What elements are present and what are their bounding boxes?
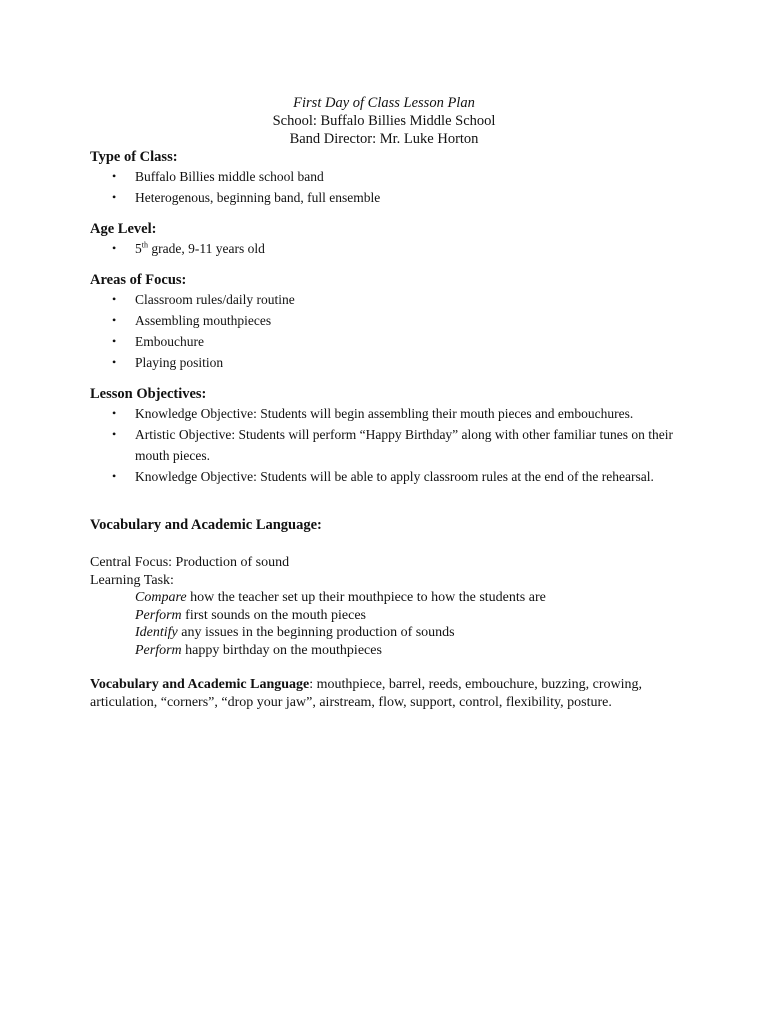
task-line: [90, 607, 680, 625]
task-text: any issues in the beginning production of sounds: [177, 625, 455, 640]
task-text: how the teacher set up their mouthpiece to how the students are: [186, 590, 546, 605]
task-verb: Perform: [135, 642, 182, 658]
lesson-objectives-section: [90, 385, 680, 487]
document-title: First Day of Class Lesson Plan: [293, 95, 475, 111]
list-item: • Knowledge Objective: Students will begin assembling their mouth pieces and embouchures.: [90, 403, 680, 424]
document-body: [90, 148, 680, 726]
age-level-section: [90, 220, 680, 259]
grade-number: 5: [135, 241, 142, 256]
vocab-paragraph-label: Vocabulary and Academic Language: [90, 677, 310, 692]
task-text: first sounds on the mouth pieces: [181, 607, 366, 623]
task-verb: Compare: [135, 590, 187, 605]
vocab-paragraph: [90, 676, 680, 712]
type-of-class-section: [90, 148, 680, 208]
age-level-list: [90, 238, 680, 259]
age-level-heading: Age Level:: [90, 221, 157, 237]
list-item: • Buffalo Billies middle school band: [90, 166, 680, 187]
task-verb: Perform: [135, 607, 182, 623]
task-verb: Identify: [135, 625, 178, 640]
list-item: • Heterogenous, beginning band, full ensemble: [90, 187, 680, 208]
vocab-paragraph-text: : mouthpiece, barrel, reeds, embouchure, buzzing, crowing, articulation, “corners”, “drop your jaw”, airstream, flow, support, control, flexibility, posture.: [90, 677, 643, 710]
list-item: • Classroom rules/daily routine: [90, 289, 680, 310]
document-header: [0, 94, 768, 148]
lesson-objectives-list: [90, 403, 680, 487]
learning-task-label: Learning Task:: [90, 572, 174, 588]
task-line: [90, 624, 680, 642]
director-line: Band Director: Mr. Luke Horton: [289, 131, 479, 147]
vocab-heading: Vocabulary and Academic Language:: [90, 517, 322, 533]
task-line: [90, 589, 680, 607]
task-text: happy birthday on the mouthpieces: [181, 642, 382, 658]
list-item: • Playing position: [90, 352, 680, 373]
central-focus: Central Focus: Production of sound: [90, 555, 290, 570]
lesson-objectives-heading: Lesson Objectives:: [90, 386, 207, 402]
list-item: • Assembling mouthpieces: [90, 310, 680, 331]
school-line: School: Buffalo Billies Middle School: [272, 113, 496, 129]
list-item: [90, 238, 680, 259]
task-line: [90, 642, 680, 660]
list-item: • Knowledge Objective: Students will be able to apply classroom rules at the end of the rehearsal.: [90, 466, 680, 487]
grade-text: grade, 9-11 years old: [147, 241, 265, 256]
areas-of-focus-heading: Areas of Focus:: [90, 272, 187, 288]
areas-of-focus-section: [90, 271, 680, 373]
type-of-class-list: [90, 166, 680, 208]
list-item: • Embouchure: [90, 331, 680, 352]
list-item: • Artistic Objective: Students will perform “Happy Birthday” along with other familiar tunes on their mouth pieces.: [90, 424, 680, 466]
type-of-class-heading: Type of Class:: [90, 149, 178, 165]
grade-suffix: th: [141, 240, 148, 250]
central-focus-block: [90, 554, 680, 659]
areas-of-focus-list: [90, 289, 680, 373]
